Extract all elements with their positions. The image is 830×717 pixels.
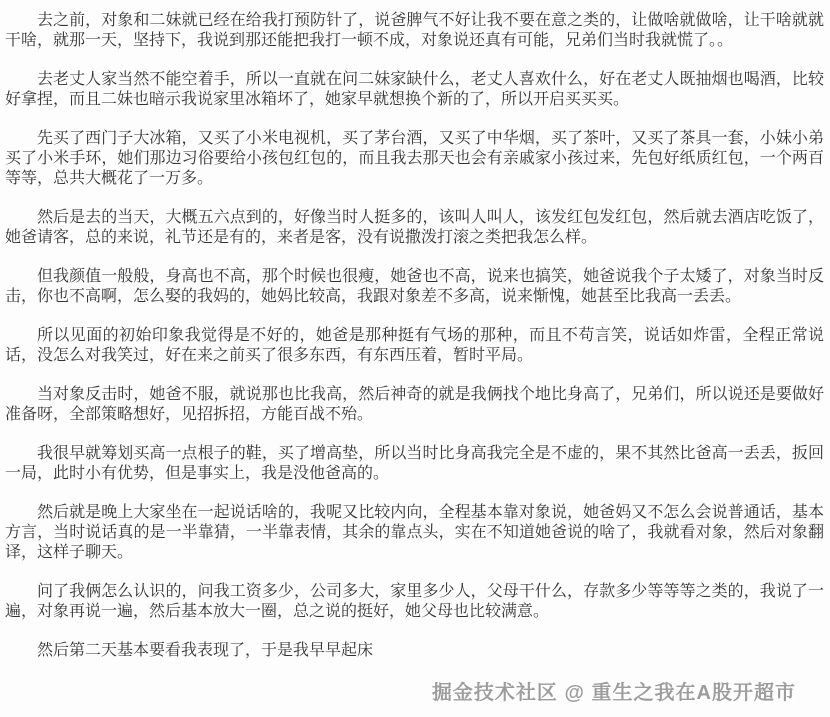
paragraph: 去之前，对象和二妹就已经在给我打预防针了，说爸脾气不好让我不要在意之类的，让做啥就做啥，让干啥就就干啥，就那一天，坚持下，我说到那还能把我打一顿不成，对象说还真有可能，兄弟们当时我就慌了。。 bbox=[5, 12, 824, 49]
paragraph: 去老丈人家当然不能空着手，所以一直就在问二妹家缺什么，老丈人喜欢什么，好在老丈人既抽烟也喝酒，比较好拿捏，而且二妹也暗示我说家里冰箱坏了，她家早就想换个新的了，所以开启买买买。 bbox=[5, 71, 824, 108]
paragraph: 我很早就筹划买高一点根子的鞋，买了增高垫，所以当时比身高我完全是不虚的，果不其然比爸高一丢丢，扳回一局，此时小有优势，但是事实上，我是没他爸高的。 bbox=[5, 445, 824, 482]
paragraph: 然后就是晚上大家坐在一起说话啥的，我呢又比较内向，全程基本靠对象说，她爸妈又不怎么会说普通话，基本方言，当时说话真的是一半靠猜，一半靠表情，其余的靠点头，实在不知道她爸说的啥了，我就看对象，然后对象翻译，这样子聊天。 bbox=[5, 504, 824, 561]
paragraph: 当对象反击时，她爸不服，就说那也比我高，然后神奇的就是我俩找个地比身高了，兄弟们，所以说还是要做好准备呀，全部策略想好，见招拆招，方能百战不殆。 bbox=[5, 386, 824, 423]
paragraph: 所以见面的初始印象我觉得是不好的，她爸是那种挺有气场的那种，而且不苟言笑，说话如炸雷，全程正常说话，没怎么对我笑过，好在来之前买了很多东西，有东西压着，暂时平局。 bbox=[5, 327, 824, 364]
paragraph: 然后第二天基本要看我表现了，于是我早早起床 bbox=[37, 642, 374, 659]
paragraph: 然后是去的当天，大概五六点到的，好像当时人挺多的，该叫人叫人，该发红包发红包，然后就去酒店吃饭了，她爸请客，总的来说，礼节还是有的，来者是客，没有说撒泼打滚之类把我怎么样。 bbox=[5, 209, 824, 246]
watermark: 掘金技术社区 @ 重生之我在A股开超市 bbox=[431, 682, 796, 704]
paragraph: 但我颜值一般般，身高也不高，那个时候也很瘦，她爸也不高，说来也搞笑，她爸说我个子太矮了，对象当时反击，你也不高啊，怎么娶的我妈的，她妈比较高，我跟对象差不多高，说来惭愧，她甚至比我高一丢丢。 bbox=[5, 268, 824, 305]
paragraph: 先买了西门子大冰箱，又买了小米电视机，买了茅台酒，又买了中华烟，买了茶叶，又买了茶具一套，小妹小弟买了小米手环，她们那边习俗要给小孩包红包的，而且我去那天也会有亲戚家小孩过来，先包好纸质红包，一个两百等等，总共大概花了一万多。 bbox=[5, 130, 824, 187]
paragraph: 问了我俩怎么认识的，问我工资多少，公司多大，家里多少人，父母干什么，存款多少等等等之类的，我说了一遍，对象再说一遍，然后基本放大一圈，总之说的挺好，她父母也比较满意。 bbox=[5, 583, 824, 620]
